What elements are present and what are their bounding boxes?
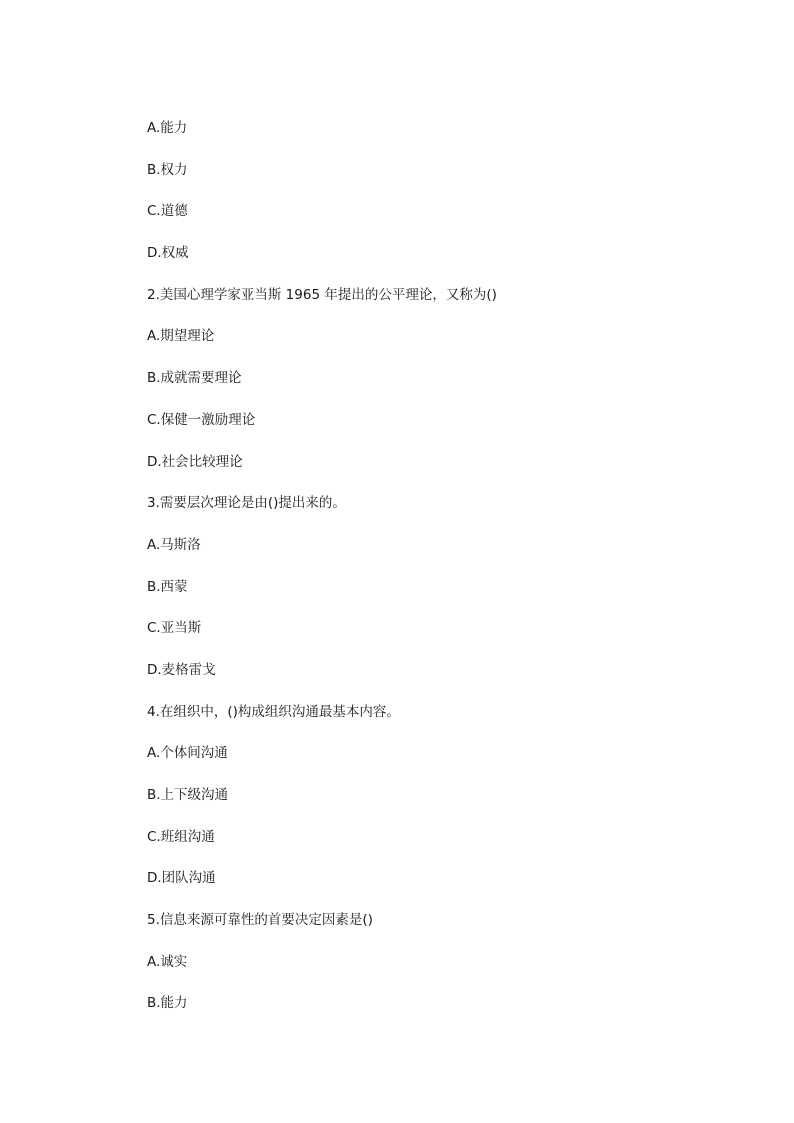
question-list xyxy=(147,119,497,1036)
option-3a: A.马斯洛 xyxy=(147,536,201,553)
option-4c: C.班组沟通 xyxy=(147,828,215,845)
option-4a: A.个体间沟通 xyxy=(147,745,228,762)
question-4: 4.在组织中，()构成组织沟通最基本内容。 xyxy=(147,703,400,720)
option-2d: D.社会比较理论 xyxy=(147,453,243,470)
option-4d: D.团队沟通 xyxy=(147,870,216,887)
option-2c: C.保健一激励理论 xyxy=(147,411,256,428)
option-5b: B.能力 xyxy=(147,995,188,1012)
option-1b: B.权力 xyxy=(147,161,188,178)
question-3: 3.需要层次理论是由()提出来的。 xyxy=(147,495,346,512)
option-3b: B.西蒙 xyxy=(147,578,188,595)
option-5a: A.诚实 xyxy=(147,953,188,970)
question-2: 2.美国心理学家亚当斯 1965 年提出的公平理论，又称为() xyxy=(147,286,497,303)
option-4b: B.上下级沟通 xyxy=(147,787,229,803)
option-2a: A.期望理论 xyxy=(147,328,215,345)
option-1a: A.能力 xyxy=(147,120,188,136)
option-2b: B.成就需要理论 xyxy=(147,370,242,387)
option-3c: C.亚当斯 xyxy=(147,620,202,637)
option-1d: D.权威 xyxy=(147,245,189,262)
option-1c: C.道德 xyxy=(147,203,188,220)
question-5: 5.信息来源可靠性的首要决定因素是() xyxy=(147,912,373,929)
option-3d: D.麦格雷戈 xyxy=(147,661,216,678)
